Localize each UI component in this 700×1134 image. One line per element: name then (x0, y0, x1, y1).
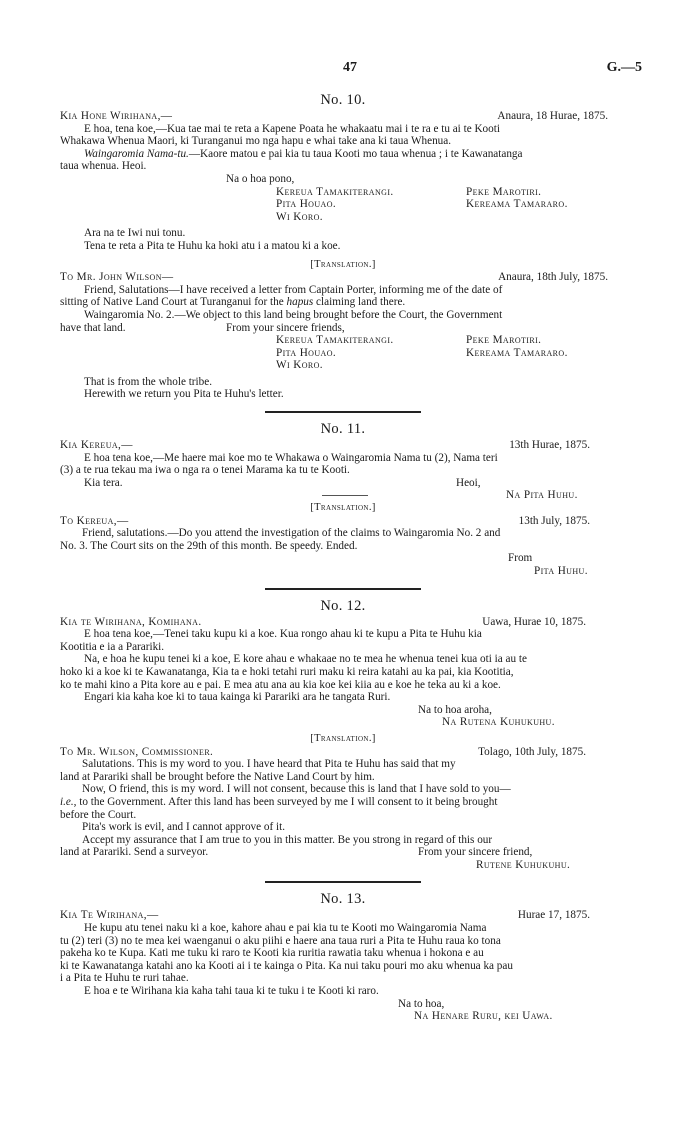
letter-heading: No. 11. (320, 421, 366, 438)
italic-term: i.e., (60, 795, 77, 808)
body-line: Na, e hoa he kupu tenei ki a koe, E kore ahau e whakaae no te mea he whenua tenei kua oti ia au te (84, 653, 527, 666)
letter-no-13 (60, 889, 626, 1022)
body-line: before the Court. (60, 808, 137, 821)
signatory: Kereua Tamakiterangi. (276, 185, 394, 198)
body-line: Waingaromia No. 2.—We object to this land being brought before the Court, the Government (84, 308, 503, 321)
signatory: Pita Houao. (276, 198, 337, 211)
italic-term: hapus (286, 296, 314, 309)
heoi: Heoi, (456, 476, 481, 489)
body-line: sitting of Native Land Court at Turanganui for the (60, 296, 284, 309)
body-line: Whakawa Whenua Maori, ki Turanganui mo nga hapu e whai take ana ki taua Whenua. (60, 135, 452, 148)
postscript: That is from the whole tribe. (84, 375, 213, 388)
postscript: Ara na te Iwi nui tonu. (84, 227, 186, 240)
body-line: hoko ki a koe ki te Kawanatanga, Kia ta e hoki tetahi ruri maku ki reira katahi au ka pai, kia Kootitia, (60, 665, 514, 678)
date: 13th July, 1875. (518, 514, 590, 527)
dash-rule (322, 495, 368, 496)
addressee: Kia Hone Wirihana,— (60, 110, 173, 122)
translation-label: [Translation.] (310, 502, 376, 514)
signatory: Na Pita Huhu. (506, 489, 578, 502)
letter-no-11 (60, 419, 626, 578)
body-line: (3) a te rua tekau ma iwa o nga ra o tenei Marama ka tu te Kooti. (60, 464, 350, 477)
page-body (60, 90, 626, 1023)
body-line: No. 3. The Court sits on the 29th of this month. Be speedy. Ended. (60, 539, 358, 552)
section-divider (265, 881, 421, 883)
letter-heading: No. 13. (320, 891, 366, 908)
addressee: To Kereua,— (60, 514, 129, 527)
body-line: —Kaore matou e pai kia tu taua Kooti mo taua whenua ; i te Kawanatanga (188, 147, 523, 160)
addressee: To Mr. John Wilson— (60, 271, 174, 284)
signatory: Kereua Tamakiterangi. (276, 334, 394, 347)
closing: Na o hoa pono, (226, 172, 295, 185)
from-label: From (508, 552, 533, 565)
body-line: E hoa tena koe,—Tenei taku kupu ki a koe. Kua rongo ahau ki te kupu a Pita te Huhu kia (84, 628, 482, 641)
addressee: Kia Kereua,— (60, 439, 133, 452)
signatory: Wi Koro. (276, 210, 323, 223)
postscript: Herewith we return you Pita te Huhu's letter. (84, 388, 284, 401)
place-date: Anaura, 18th July, 1875. (498, 271, 608, 284)
block-name: Waingaromia Nama-tu. (84, 147, 189, 160)
place-date: Anaura, 18 Hurae, 1875. (497, 110, 608, 122)
body-line: Kootitia e ia a Parariki. (60, 640, 165, 653)
body-line: taua whenua. Heoi. (60, 160, 147, 173)
body-line: Now, O friend, this is my word. I will not consent, because this is land that I have sold to you— (82, 783, 511, 796)
body-line: Salutations. This is my word to you. I have heard that Pita te Huhu has said that my (82, 758, 456, 771)
letter-heading: No. 10. (320, 92, 366, 108)
closing: Na to hoa, (398, 997, 445, 1010)
translation-label: [Translation.] (310, 258, 376, 270)
document-reference: G.—5 (606, 60, 642, 75)
letter-no-10 (60, 90, 626, 401)
addressee: Kia te Wirihana, Komihana. (60, 615, 202, 628)
body-line: have that land. (60, 321, 126, 334)
signatory: Pita Houao. (276, 346, 337, 359)
body-line: i a Pita te Huhu te ruri tahae. (60, 972, 189, 985)
closing: Na to hoa aroha, (418, 703, 492, 716)
signatory: Pita Huhu. (534, 565, 588, 577)
body-line: land at Parariki. Send a surveyor. (60, 846, 209, 859)
signatory: Kereama Tamararo. (466, 346, 568, 359)
signatory: Wi Koro. (276, 359, 323, 372)
body-line: tu (2) teri (3) no te mea kei waenganui o aku piihi e haere ana taua ruri a Pita te Huhu raua ko tona (60, 934, 501, 947)
body-line: Pita's work is evil, and I cannot approve of it. (82, 821, 286, 834)
section-divider (265, 588, 421, 590)
place-date: Uawa, Hurae 10, 1875. (482, 615, 586, 628)
place-date: Tolago, 10th July, 1875. (478, 745, 586, 758)
addressee: Kia Te Wirihana,— (60, 909, 159, 922)
body-line: E hoa e te Wirihana kia kaha tahi taua ki te tuku i te Kooti ki raro. (84, 985, 379, 998)
signatory: Rutene Kuhukuhu. (476, 858, 571, 871)
body-line: land at Parariki shall be brought before the Native Land Court by him. (60, 770, 375, 783)
body-line: claiming land there. (316, 296, 406, 309)
body-line: Friend, Salutations—I have received a letter from Captain Porter, informing me of the date of (84, 283, 503, 296)
date: Hurae 17, 1875. (517, 909, 590, 922)
body-line: He kupu atu tenei naku ki a koe, kahore ahau e pai kia tu te Kooti mo Waingaromia Nama (84, 922, 487, 935)
page-number: 47 (343, 60, 357, 75)
addressee: To Mr. Wilson, Commissioner. (60, 745, 214, 758)
body-line: E hoa tena koe,—Me haere mai koe mo te Whakawa o Waingaromia Nama tu (2), Nama teri (84, 451, 498, 464)
body-line: Accept my assurance that I am true to you in this matter. Be you strong in regard of this our (82, 833, 493, 846)
body-line: Kia tera. (84, 476, 123, 489)
translation-label: [Translation.] (310, 732, 376, 744)
postscript: Tena te reta a Pita te Huhu ka hoki atu i a matou ki a koe. (84, 239, 341, 252)
body-line: Friend, salutations.—Do you attend the investigation of the claims to Waingaromia No. 2 and (82, 527, 501, 540)
date: 13th Hurae, 1875. (509, 439, 590, 452)
letter-no-12 (60, 596, 626, 872)
body-line: to the Government. After this land has been surveyed by me I will consent to it being brought (79, 795, 498, 808)
closing: From your sincere friend, (418, 846, 533, 859)
body-line: pakeha ko te Kupa. Kati me tuku ki raro te Kooti kia ruritia rawatia taku whenua i hokona e au (60, 947, 484, 960)
body-line: ki te Kawanatanga katahi ano ka Kooti ai i te kainga o Pita. Ka nui taku pouri mo aku whenua ka pau (60, 959, 513, 972)
section-divider (265, 411, 421, 413)
signatory: Na Henare Ruru, kei Uawa. (414, 1010, 553, 1023)
signatory: Peke Marotiri. (466, 185, 542, 198)
body-line: E hoa, tena koe,—Kua tae mai te reta a Kapene Poata he whakaatu mai i te ra e tu ai te Kooti (84, 122, 500, 135)
signatory: Peke Marotiri. (466, 334, 542, 347)
body-line: ko te mahi kino a Pita kore au e pai. E mea atu ana au kia koe kei kiia au e koe he teka au ki a koe. (60, 678, 501, 691)
letter-heading: No. 12. (320, 597, 366, 614)
signatory: Kereama Tamararo. (466, 198, 568, 211)
closing: From your sincere friends, (226, 321, 345, 334)
body-line: Engari kia kaha koe ki to taua kainga ki Parariki ara he tangata Ruri. (84, 691, 391, 704)
signatory: Na Rutena Kuhukuhu. (442, 716, 555, 729)
